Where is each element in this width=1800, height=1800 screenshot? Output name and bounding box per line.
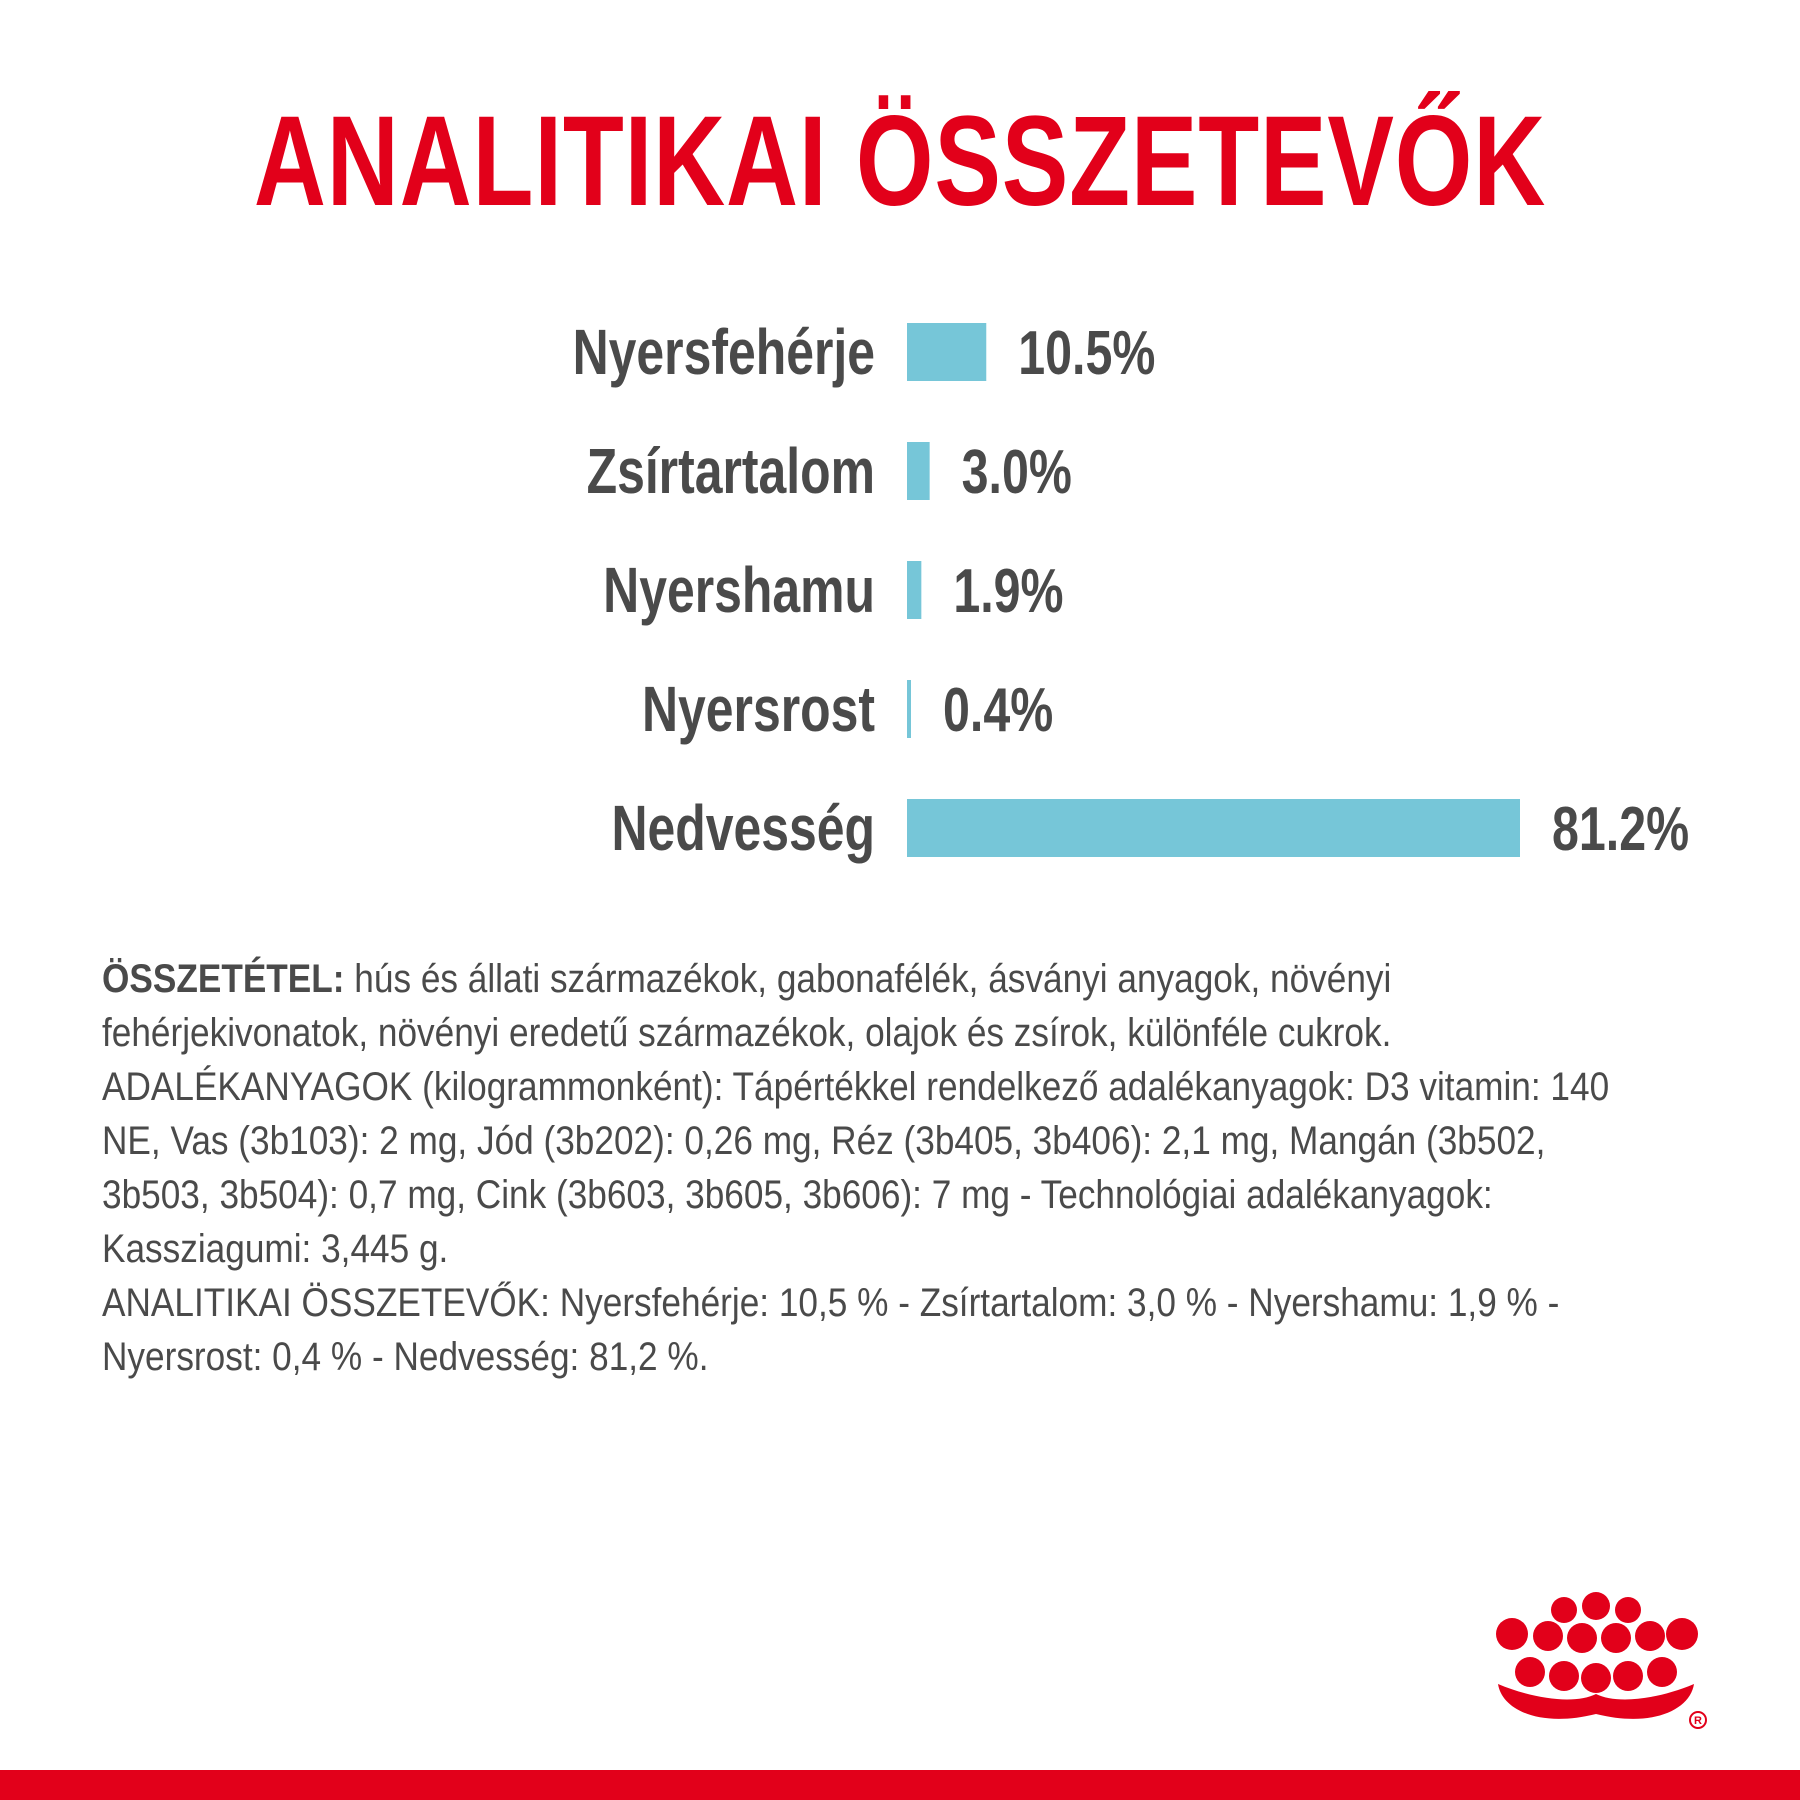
value-label: 1.9% bbox=[953, 556, 1064, 626]
composition-ingredients: hús és állati származékok, gabonafélék, ásványi anyagok, növényi fehérjekivonatok, növényi eredetű származékok, olajok és zsírok, különféle cukrok. bbox=[102, 957, 1392, 1055]
royal-canin-crown-logo-icon bbox=[1476, 1592, 1716, 1738]
bar bbox=[907, 323, 986, 381]
composition-paragraph bbox=[102, 952, 1616, 1060]
value-label: 0.4% bbox=[943, 675, 1054, 745]
category-label: Nyersfehérje bbox=[572, 317, 875, 389]
additives-paragraph: ADALÉKANYAGOK (kilogrammonként): Tápértékkel rendelkező adalékanyagok: D3 vitamin: 140 NE, Vas (3b103): 2 mg, Jód (3b202): 0,26 mg, Réz (3b405, 3b406): 2,1 mg, Mangán (3b502, 3b503, 3b504): 0,7 mg, Cink (3b603, 3b605, 3b606): 7 mg - Technológiai adalékanyagok: Kassziagumi: 3,445 g. bbox=[102, 1065, 1610, 1271]
value-label: 10.5% bbox=[1018, 318, 1156, 388]
category-label: Nyershamu bbox=[603, 555, 875, 627]
bar bbox=[907, 442, 930, 500]
svg-text:R: R bbox=[1694, 1715, 1702, 1727]
page-title: ANALITIKAI ÖSSZETEVŐK bbox=[253, 90, 1547, 233]
composition-heading: ÖSSZETÉTEL: bbox=[102, 957, 345, 1001]
nutrient-bar-chart bbox=[0, 280, 1800, 900]
category-label: Zsírtartalom bbox=[586, 436, 875, 508]
bar bbox=[907, 561, 921, 619]
bar bbox=[907, 680, 911, 738]
analytical-paragraph: ANALITIKAI ÖSSZETEVŐK: Nyersfehérje: 10,5 % - Zsírtartalom: 3,0 % - Nyershamu: 1,9 % - Nyersrost: 0,4 % - Nedvesség: 81,2 %. bbox=[102, 1281, 1560, 1379]
category-label: Nyersrost bbox=[641, 674, 875, 746]
value-label: 81.2% bbox=[1552, 794, 1690, 864]
bar bbox=[907, 799, 1520, 857]
category-label: Nedvesség bbox=[611, 793, 875, 865]
value-label: 3.0% bbox=[961, 437, 1072, 507]
bottom-accent-bar bbox=[0, 1770, 1800, 1800]
composition-text bbox=[102, 952, 1616, 1384]
